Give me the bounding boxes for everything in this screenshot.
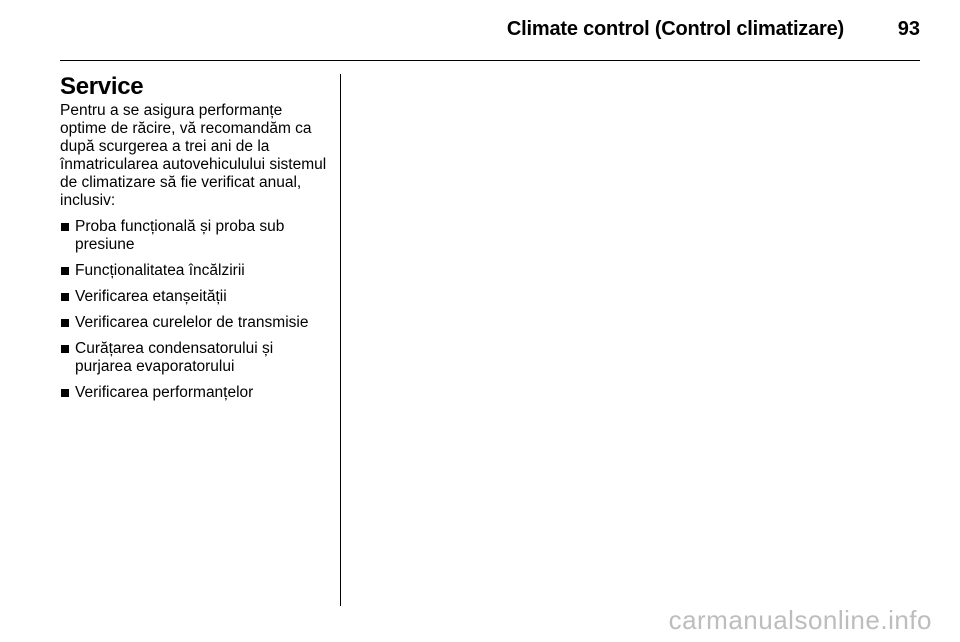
list-item — [60, 314, 332, 332]
list-item-text: Verificarea curelelor de transmisie — [75, 314, 309, 331]
page-header — [60, 16, 920, 60]
list-item — [60, 288, 332, 306]
section-heading: Service — [60, 73, 144, 100]
list-item — [60, 262, 332, 280]
list-item-text: Verificarea performanțelor — [75, 384, 254, 401]
square-bullet-icon — [61, 223, 69, 231]
square-bullet-icon — [61, 389, 69, 397]
list-item — [60, 384, 332, 402]
left-column — [60, 72, 332, 402]
header-rule — [60, 60, 920, 61]
running-header-title: Climate control (Control climatizare) — [506, 18, 844, 40]
column-divider — [340, 74, 341, 606]
list-item — [60, 340, 332, 376]
square-bullet-icon — [61, 293, 69, 301]
watermark: carmanualsonline.info — [668, 605, 932, 635]
square-bullet-icon — [61, 319, 69, 327]
square-bullet-icon — [61, 345, 69, 353]
list-item-text: Curățarea condensatorului și purjarea evaporatorului — [75, 340, 274, 375]
page-number: 93 — [897, 18, 920, 40]
list-item — [60, 218, 332, 254]
list-item-text: Verificarea etanșeității — [75, 288, 227, 305]
square-bullet-icon — [61, 267, 69, 275]
list-item-text: Funcționalitatea încălzirii — [75, 262, 245, 279]
list-item-text: Proba funcțională și proba sub presiune — [75, 218, 285, 253]
intro-paragraph: Pentru a se asigura performanțe optime de răcire, vă recomandăm ca după scurgerea a trei ani de la înmatricularea autovehiculului sistemul de climatizare să fie verificat anual, inclusiv: — [60, 102, 327, 209]
service-checklist — [60, 218, 332, 402]
